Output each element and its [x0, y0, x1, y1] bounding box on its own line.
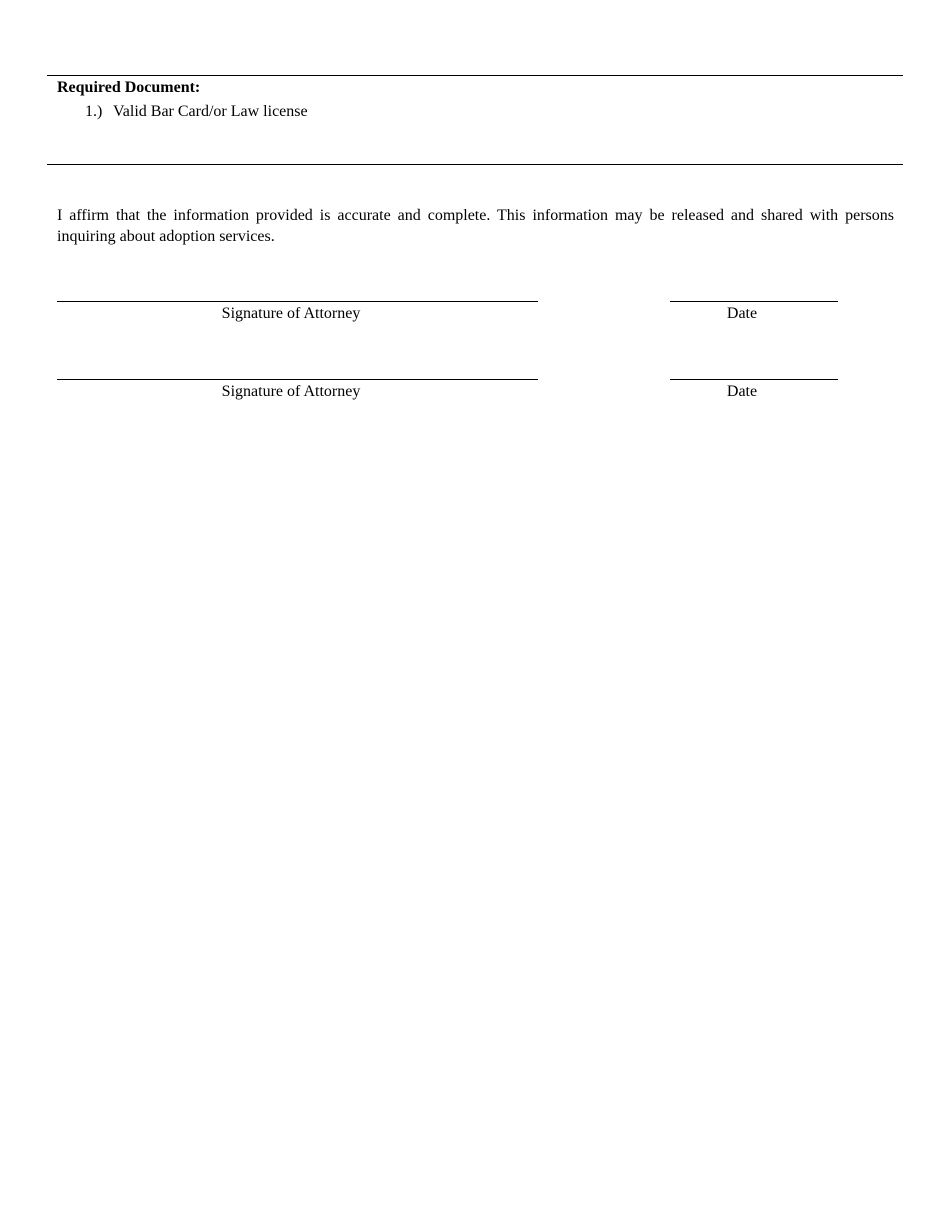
section-divider [47, 164, 903, 165]
attorney-signature-line[interactable] [57, 379, 538, 380]
top-divider [47, 75, 903, 76]
required-item-number: 1.) [85, 103, 103, 120]
date-label: Date [726, 383, 758, 400]
required-document-heading: Required Document: [57, 79, 201, 96]
required-item-text: Valid Bar Card/or Law license [113, 103, 308, 120]
attorney-signature-line[interactable] [57, 301, 538, 302]
required-document-item [85, 102, 308, 121]
affirmation-statement: I affirm that the information provided is accurate and complete. This information may be released and shared with persons inquiring about adoption services. [57, 207, 894, 245]
attorney-signature-label: Signature of Attorney [221, 305, 361, 322]
date-line[interactable] [670, 379, 838, 380]
date-label: Date [726, 305, 758, 322]
date-line[interactable] [670, 301, 838, 302]
attorney-signature-label: Signature of Attorney [221, 383, 361, 400]
